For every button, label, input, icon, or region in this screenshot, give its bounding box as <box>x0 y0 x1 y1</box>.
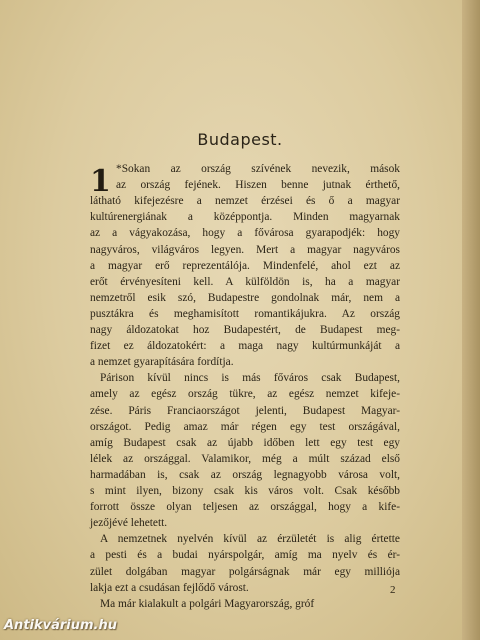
text-line: a nemzet gyarapítására fordítja. <box>90 356 234 369</box>
text-line: országot. Pedig amaz már régen egy test országával, <box>90 420 400 433</box>
page-number: 2 <box>390 584 396 596</box>
text-line: A nemzetnek nyelvén kívül az érzületét is alig értette <box>100 533 400 546</box>
text-line: jezőjévé lehetett. <box>90 517 168 530</box>
text-line: harmadában is, csak az ország legnagyobb városa volt, <box>90 468 400 481</box>
text-line: lakja ezt a csudásan fejlődő várost. <box>90 581 249 594</box>
text-line: fizet ez áldozatokért: a maga nagy kultúrmunkáját a <box>90 340 400 353</box>
chapter-number: 1 <box>90 164 111 199</box>
text-line: forrott össze olyan teljesen az országgal, hogy a kife- <box>90 501 400 514</box>
text-line: zület dolgában magyar polgárságnak már egy milliója <box>90 565 400 578</box>
chapter-title: Budapest. <box>197 130 283 149</box>
page-edge-shadow <box>462 0 480 640</box>
text-line: amíg Budapest csak az újabb időben lett egy test egy <box>90 436 400 449</box>
text-line: nemzetről esik szó, Budapestre gondolnak már, nem a <box>90 291 400 304</box>
text-line: a pesti és a budai nyárspolgár, amíg ma nyelv és ér- <box>90 549 400 562</box>
text-line: pusztákra és meghamisított romantikájukra. Az ország <box>90 307 400 320</box>
text-line: *Sokan az ország szívének nevezik, mások <box>116 163 400 175</box>
text-line: a magyar erő reprezentálója. Mindenfelé, ahol ezt az <box>90 259 400 272</box>
text-line: lélek az országgal. Valamikor, még a múlt század első <box>90 452 400 465</box>
text-line: Párison kívül nincs is más főváros csak Budapest, <box>100 372 400 385</box>
text-line: nagyváros, világváros legyen. Mert a magyar nagyváros <box>90 243 400 256</box>
text-line: amely az egész ország tükre, az egész nemzet kifeje- <box>90 388 400 401</box>
text-line: Ma már kialakult a polgári Magyarország, gróf <box>100 597 315 610</box>
text-line: nagy áldozatokat hoz Budapestért, de Budapest meg- <box>90 324 400 336</box>
text-line: erőt érvényesíteni kell. A külföldön is, ha a magyar <box>90 275 400 288</box>
text-line: látható kifejezésre a nemzet érzései és ő a magyar <box>90 195 400 208</box>
watermark-logo: Antikvárium.hu <box>4 618 117 633</box>
text-line: az ország fejének. Hiszen benne jutnak érthető, <box>116 179 400 192</box>
text-line: kultúrenergiának a középpontja. Minden magyarnak <box>90 211 400 224</box>
text-line: zése. Páris Franciaországot jelenti, Budapest Magyar- <box>90 404 400 417</box>
text-line: s mint ilyen, bizony csak kis város volt. Csak később <box>90 485 400 497</box>
text-line: az a vágyakozása, hogy a fővárosa gyarapodjék: hogy <box>90 227 400 240</box>
